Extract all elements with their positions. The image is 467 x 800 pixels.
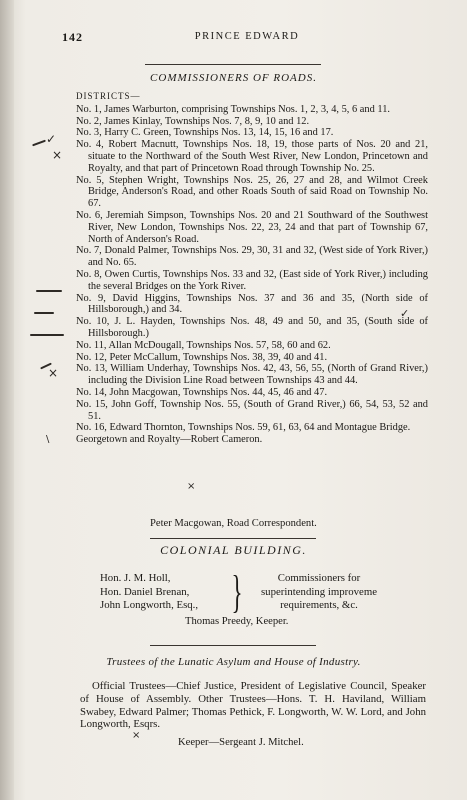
district-entry: No. 3, Harry C. Green, Townships Nos. 13, 14, 15, 16 and 17.: [76, 127, 334, 139]
district-entry: No. 6, Jeremiah Simpson, Townships Nos. 20 and 21 Southward of the Southwest River, New London, Townships Nos. 22, 23, 24 and that part of Township 67, North of Anderson's Road.: [76, 209, 428, 245]
divider-colonial: [150, 538, 316, 539]
district-entry: No. 15, John Goff, Township Nos. 55, (South of Grand River,) 66, 54, 53, 52 and 51.: [76, 398, 428, 422]
role-line: requirements, &c.: [280, 599, 358, 611]
colonial-title: COLONIAL BUILDING.: [160, 543, 307, 557]
district-entry: No. 14, John Macgowan, Townships Nos. 44, 45, 46 and 47.: [76, 386, 328, 398]
district-entry: No. 16, Edward Thornton, Townships Nos. 59, 61, 63, 64 and Montague Bridge.: [76, 422, 411, 434]
tick-mark: ×: [187, 481, 196, 492]
district-entry: No. 9, David Higgins, Townships Nos. 37 and 36 and 35, (North side of Hillsborough,) and 34.: [76, 292, 428, 316]
page-number: 142: [62, 30, 83, 44]
districts-label: DISTRICTS—: [76, 91, 141, 101]
commissioner-name: Hon. J. M. Holl,: [100, 572, 171, 584]
page-fold-shadow: [0, 0, 14, 800]
district-entry: No. 10, J. L. Hayden, Townships Nos. 48, 49 and 50, and 35, (South side of Hillsborough.): [76, 316, 428, 339]
district-entry: No. 1, James Warburton, comprising Townships Nos. 1, 2, 3, 4, 5, 6 and 11.: [76, 103, 390, 115]
role-line: Commissioners for: [277, 572, 361, 584]
district-entry: No. 13, William Underhay, Townships Nos. 42, 43, 56, 55, (North of Grand River,) including the Division Line Road between Townships 43 and 44.: [76, 363, 428, 387]
running-title: PRINCE EDWARD: [194, 31, 300, 42]
commissioner-name: John Longworth, Esq.,: [100, 599, 199, 611]
pencil-mark: [32, 140, 46, 147]
brace-glyph: }: [231, 566, 243, 617]
trustees-keeper: Keeper—Sergeant J. Mitchel.: [178, 737, 304, 748]
trustees-body: Official Trustees—Chief Justice, President of Legislative Council, Speaker of House of Assembly. Other Trustees—Hons. T. H. Haviland, William Swabey, Edward Palmer; Thomas Pethick, F. Longworth, W. W. Lord, and John Longworth, Esqrs.: [80, 680, 426, 731]
pencil-mark: [36, 290, 62, 292]
colonial-keeper: Thomas Preedy, Keeper.: [185, 616, 289, 627]
divider-trustees: [150, 645, 316, 646]
georgetown-line: Georgetown and Royalty—Robert Cameron.: [76, 434, 263, 446]
pencil-mark: [30, 334, 64, 336]
district-entry: No. 8, Owen Curtis, Townships Nos. 33 and 32, (East side of York River,) including the several Bridges on the York River.: [76, 268, 428, 292]
colonial-role: [244, 572, 394, 613]
trustees-title: Trustees of the Lunatic Asylum and House of Industry.: [106, 656, 361, 668]
pencil-mark: [34, 312, 54, 314]
commissioners-title: COMMISSIONERS OF ROADS.: [150, 72, 317, 84]
district-entry: No. 7, Donald Palmer, Townships Nos. 29, 30, 31 and 32, (West side of York River,) and No. 65.: [76, 245, 428, 269]
tick-mark: ✓: [46, 132, 57, 146]
district-entry: No. 5, Stephen Wright, Townships Nos. 25, 26, 27 and 28, and Wilmot Creek Bridge, Anderson's Road, and other Roads South of said Road on Township No. 67.: [76, 174, 428, 210]
tick-mark: ×: [48, 366, 59, 380]
tick-mark: \: [46, 434, 50, 445]
district-entry: No. 2, James Kinlay, Townships Nos. 7, 8, 9, 10 and 12.: [76, 115, 310, 127]
district-entry: No. 4, Robert Macnutt, Townships Nos. 18, 19, those parts of Nos. 20 and 21, situate to the Northward of the South West River, New London, Princetown and Royalty, and that part of Princetown Road through Township No. 25.: [76, 139, 428, 174]
divider-top: [145, 64, 321, 65]
colonial-names: [100, 572, 232, 613]
tick-mark: ×: [132, 730, 141, 741]
district-entry: No. 12, Peter McCallum, Townships Nos. 38, 39, 40 and 41.: [76, 351, 328, 363]
commissioner-name: Hon. Daniel Brenan,: [100, 585, 190, 598]
commissioners-list: [76, 91, 428, 446]
page-header: [62, 30, 432, 46]
role-line: superintending improveme: [260, 585, 378, 598]
tick-mark: ✓: [400, 307, 410, 320]
road-correspondent: Peter Macgowan, Road Correspondent.: [150, 518, 317, 529]
tick-mark: ×: [52, 148, 63, 162]
district-entry: No. 11, Allan McDougall, Townships Nos. 57, 58, 60 and 62.: [76, 339, 331, 351]
